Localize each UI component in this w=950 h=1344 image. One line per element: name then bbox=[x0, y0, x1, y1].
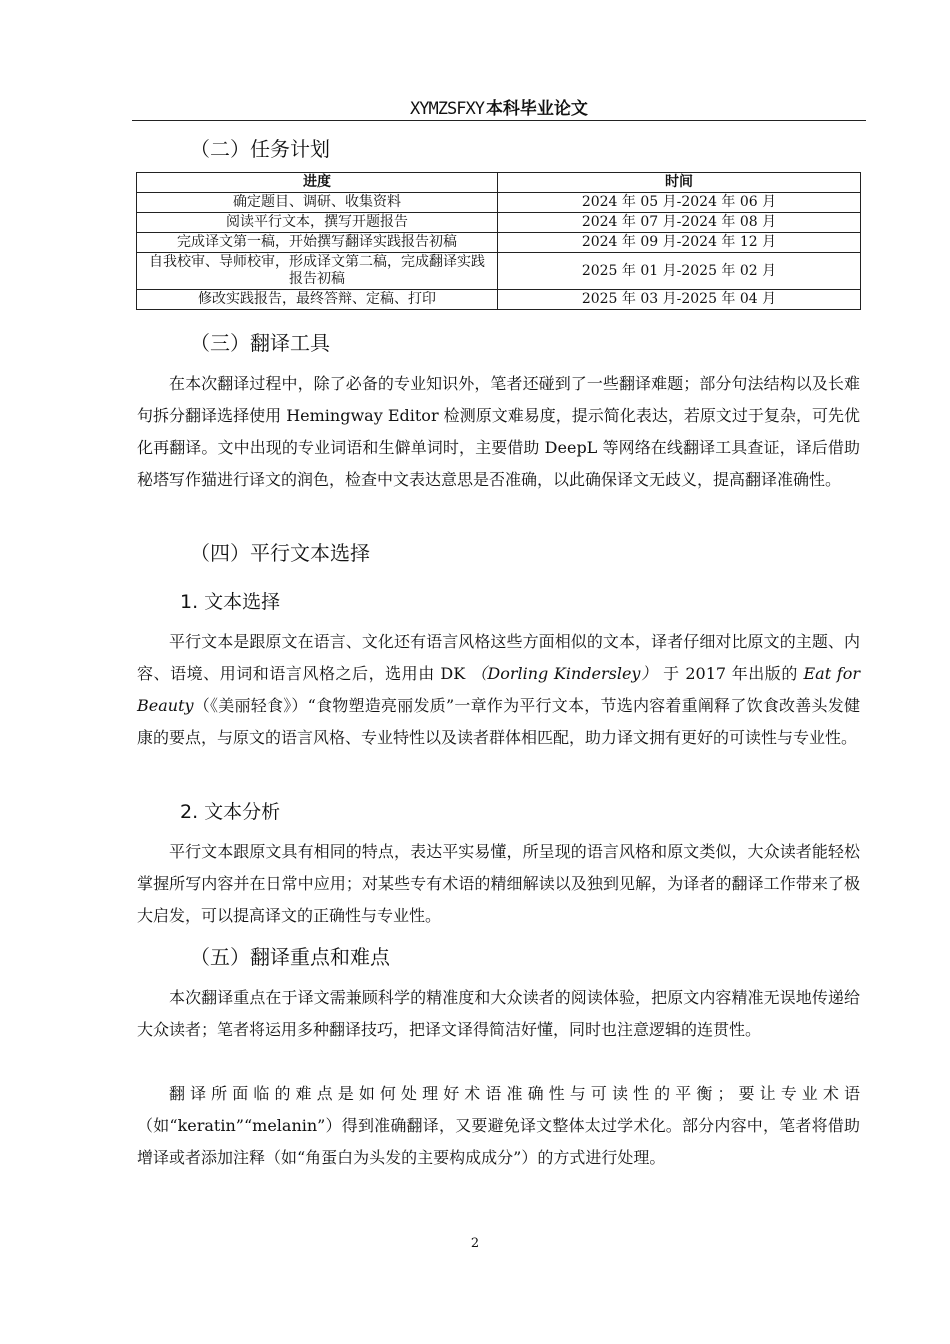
table-cell: 2024 年 07 月-2024 年 08 月 bbox=[498, 213, 861, 233]
paragraph-key-points bbox=[137, 982, 860, 1046]
table-cell: 2024 年 09 月-2024 年 12 月 bbox=[498, 233, 861, 253]
paragraph-difficulties-text: 翻译所面临的难点是如何处理好术语准确性与可读性的平衡；要让专业术语（如“keratin”“melanin”）得到准确翻译，又要避免译文整体太过学术化。部分内容中，笔者将借助增译或者添加注释（如“角蛋白为头发的主要构成成分”）的方式进行处理。 bbox=[137, 1084, 860, 1167]
table-row bbox=[137, 233, 861, 253]
table-header-row bbox=[137, 173, 861, 193]
paragraph-text-analysis-text: 平行文本跟原文具有相同的特点，表达平实易懂，所呈现的语言风格和原文类似，大众读者能轻松掌握所写内容并在日常中应用；对某些专有术语的精细解读以及独到见解，为译者的翻译工作带来了极大启发，可以提高译文的正确性与专业性。 bbox=[137, 842, 860, 925]
plan-table bbox=[136, 172, 861, 310]
table-row bbox=[137, 193, 861, 213]
page-number: 2 bbox=[470, 1236, 480, 1251]
heading-key-difficulties: （五）翻译重点和难点 bbox=[190, 945, 390, 969]
column-header-time: 时间 bbox=[498, 173, 861, 193]
header-thesis-label: 本科毕业论文 bbox=[485, 99, 588, 119]
subheading-text-analysis: 2. 文本分析 bbox=[180, 801, 281, 823]
paragraph-text-analysis bbox=[137, 836, 860, 932]
table-cell: 自我校审、导师校审，形成译文第二稿，完成翻译实践报告初稿 bbox=[137, 253, 498, 290]
table-cell: 2024 年 05 月-2024 年 06 月 bbox=[498, 193, 861, 213]
selection-tail: （《美丽轻食》）“食物塑造亮丽发质”一章作为平行文本，节选内容着重阐释了饮食改善头发健康的要点，与原文的语言风格、专业特性以及读者群体相匹配，助力译文拥有更好的可读性与专业性。 bbox=[137, 696, 860, 747]
table-cell: 2025 年 01 月-2025 年 02 月 bbox=[498, 253, 861, 290]
paragraph-key-points-text: 本次翻译重点在于译文需兼顾科学的精准度和大众读者的阅读体验，把原文内容精准无误地传递给大众读者；笔者将运用多种翻译技巧，把译文译得简洁好懂，同时也注意逻辑的连贯性。 bbox=[137, 988, 860, 1039]
publisher-name: （Dorling Kindersley） bbox=[470, 664, 658, 683]
heading-translation-tools: （三）翻译工具 bbox=[190, 331, 330, 355]
subheading-text-selection: 1. 文本选择 bbox=[180, 591, 281, 613]
table-cell: 2025 年 03 月-2025 年 04 月 bbox=[498, 290, 861, 310]
paragraph-text-selection bbox=[137, 626, 860, 754]
table-row bbox=[137, 290, 861, 310]
table-row bbox=[137, 213, 861, 233]
paragraph-difficulties bbox=[137, 1078, 860, 1174]
selection-mid: 于 2017 年出版的 bbox=[657, 664, 804, 683]
book-title: Eat for Beauty bbox=[137, 664, 860, 715]
selection-lead: 平行文本是跟原文在语言、文化还有语言风格这些方面相似的文本，译者仔细对比原文的主题、内容、语境、用词和语言风格之后，选用由 DK bbox=[137, 632, 860, 683]
table-cell: 确定题目、调研、收集资料 bbox=[137, 193, 498, 213]
paragraph-tools bbox=[137, 368, 860, 496]
heading-parallel-text: （四）平行文本选择 bbox=[190, 541, 370, 565]
heading-task-plan: （二）任务计划 bbox=[190, 137, 330, 161]
table-cell: 阅读平行文本，撰写开题报告 bbox=[137, 213, 498, 233]
table-row bbox=[137, 253, 861, 290]
header-org: XYMZSFXY bbox=[410, 99, 484, 119]
column-header-progress: 进度 bbox=[137, 173, 498, 193]
paragraph-tools-text: 在本次翻译过程中，除了必备的专业知识外，笔者还碰到了一些翻译难题；部分句法结构以及长难句拆分翻译选择使用 Hemingway Editor 检测原文难易度，提示简化表达，若原文过于复杂，可先优化再翻译。文中出现的专业词语和生僻单词时，主要借助 DeepL 等网络在线翻译工具查证，译后借助秘塔写作猫进行译文的润色，检查中文表达意思是否准确，以此确保译文无歧义，提高翻译准确性。 bbox=[137, 374, 860, 489]
table-cell: 完成译文第一稿，开始撰写翻译实践报告初稿 bbox=[137, 233, 498, 253]
table-cell: 修改实践报告，最终答辩、定稿、打印 bbox=[137, 290, 498, 310]
page-header bbox=[132, 98, 866, 121]
paragraph-text-selection-text bbox=[137, 626, 860, 754]
